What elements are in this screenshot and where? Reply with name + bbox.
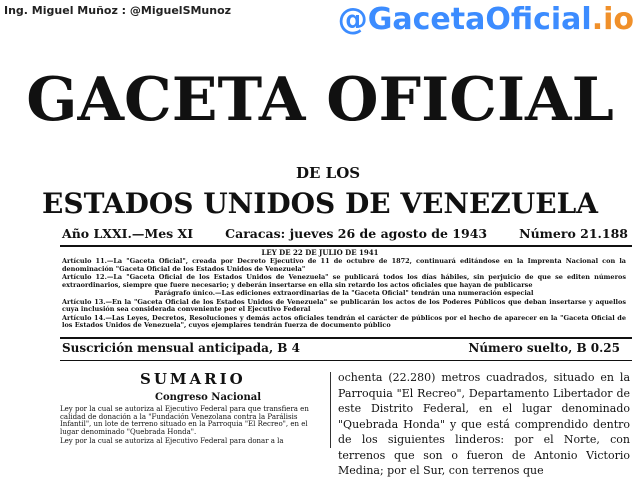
sumario-title: SUMARIO <box>140 370 246 388</box>
issue-year: Año LXXI.—Mes XI <box>62 226 194 241</box>
subscription-line <box>62 341 620 355</box>
article: Artículo 13.—En la "Gaceta Oficial de los Estados Unidos de Venezuela" se publicarán los actos de los Poderes Públicos que deban insertarse y aquellos cuya inclusión sea considerada conveniente por el Ejecutivo Federal <box>62 297 626 313</box>
body-column: ochenta (22.280) metros cuadrados, situado en la Parroquia "El Recreo", Departamento Libertador de este Distrito Federal, en el lugar denominado "Quebrada Honda" y que está comprendido dentro de los siguientes linderos: por el Norte, con terrenos que son o fueron de Antonio Victorio Medina; por el Sur, con terrenos que <box>338 371 630 477</box>
issue-date: Caracas: jueves 26 de agosto de 1943 <box>225 226 488 241</box>
article: Parágrafo único.—Las ediciones extraordinarias de la "Gaceta Oficial" tendrán una numeración especial <box>154 289 534 297</box>
divider <box>60 360 632 361</box>
ley-articles <box>62 258 626 331</box>
sumario-items <box>60 406 326 448</box>
issue-number: Número 21.188 <box>519 226 628 241</box>
divider <box>60 245 632 247</box>
subscription-price: Suscrición mensual anticipada, B 4 <box>62 341 300 355</box>
masthead-country: ESTADOS UNIDOS DE VENEZUELA <box>42 187 598 220</box>
divider <box>60 337 632 339</box>
article: Artículo 14.—Las Leyes, Decretos, Resoluciones y demás actos oficiales tendrán el carácter de públicos por el hecho de aparecer en la "Gaceta Oficial de los Estados Unidos de Venezuela", cuyos ejemplares tendrán fuerza de documento público <box>62 313 626 329</box>
article: Artículo 12.—La "Gaceta Oficial de los Estados Unidos de Venezuela" se publicará todos los días hábiles, sin perjuicio de que se editen números extraordinarios, siempre que fuere necesario; y deberán insertarse en ella sin retardo los actos oficiales que hayan de publicarse <box>62 273 626 289</box>
sumario-item: Ley por la cual se autoriza al Ejecutivo Federal para donar a la <box>60 437 284 445</box>
issue-info <box>62 226 628 241</box>
author-credit: Ing. Miguel Muñoz : @MiguelSMunoz <box>4 4 232 17</box>
watermark-main: @GacetaOficial <box>337 2 592 37</box>
single-issue-price: Número suelto, B 0.25 <box>468 341 620 355</box>
masthead-de-los: DE LOS <box>296 164 361 182</box>
sumario-section: Congreso Nacional <box>155 392 262 403</box>
ley-heading: LEY DE 22 DE JULIO DE 1941 <box>261 248 379 257</box>
watermark <box>338 2 634 38</box>
column-divider <box>330 372 331 448</box>
article: Artículo 11.—La "Gaceta Oficial", creada por Decreto Ejecutivo de 11 de octubre de 1872, continuará editándose en la Imprenta Nacional con la denominación "Gaceta Oficial de los Estados Unidos de Venezuela" <box>62 257 626 273</box>
masthead-title: GACETA OFICIAL <box>26 65 614 135</box>
watermark-suffix: .io <box>591 2 634 37</box>
sumario-item: Ley por la cual se autoriza al Ejecutivo Federal para que transfiera en calidad de donación a la "Fundación Venezolana contra la Parálisis Infantil", un lote de terreno situado en la Parroquia "El Recreo", en el lugar denominado "Quebrada Honda". <box>60 405 309 436</box>
